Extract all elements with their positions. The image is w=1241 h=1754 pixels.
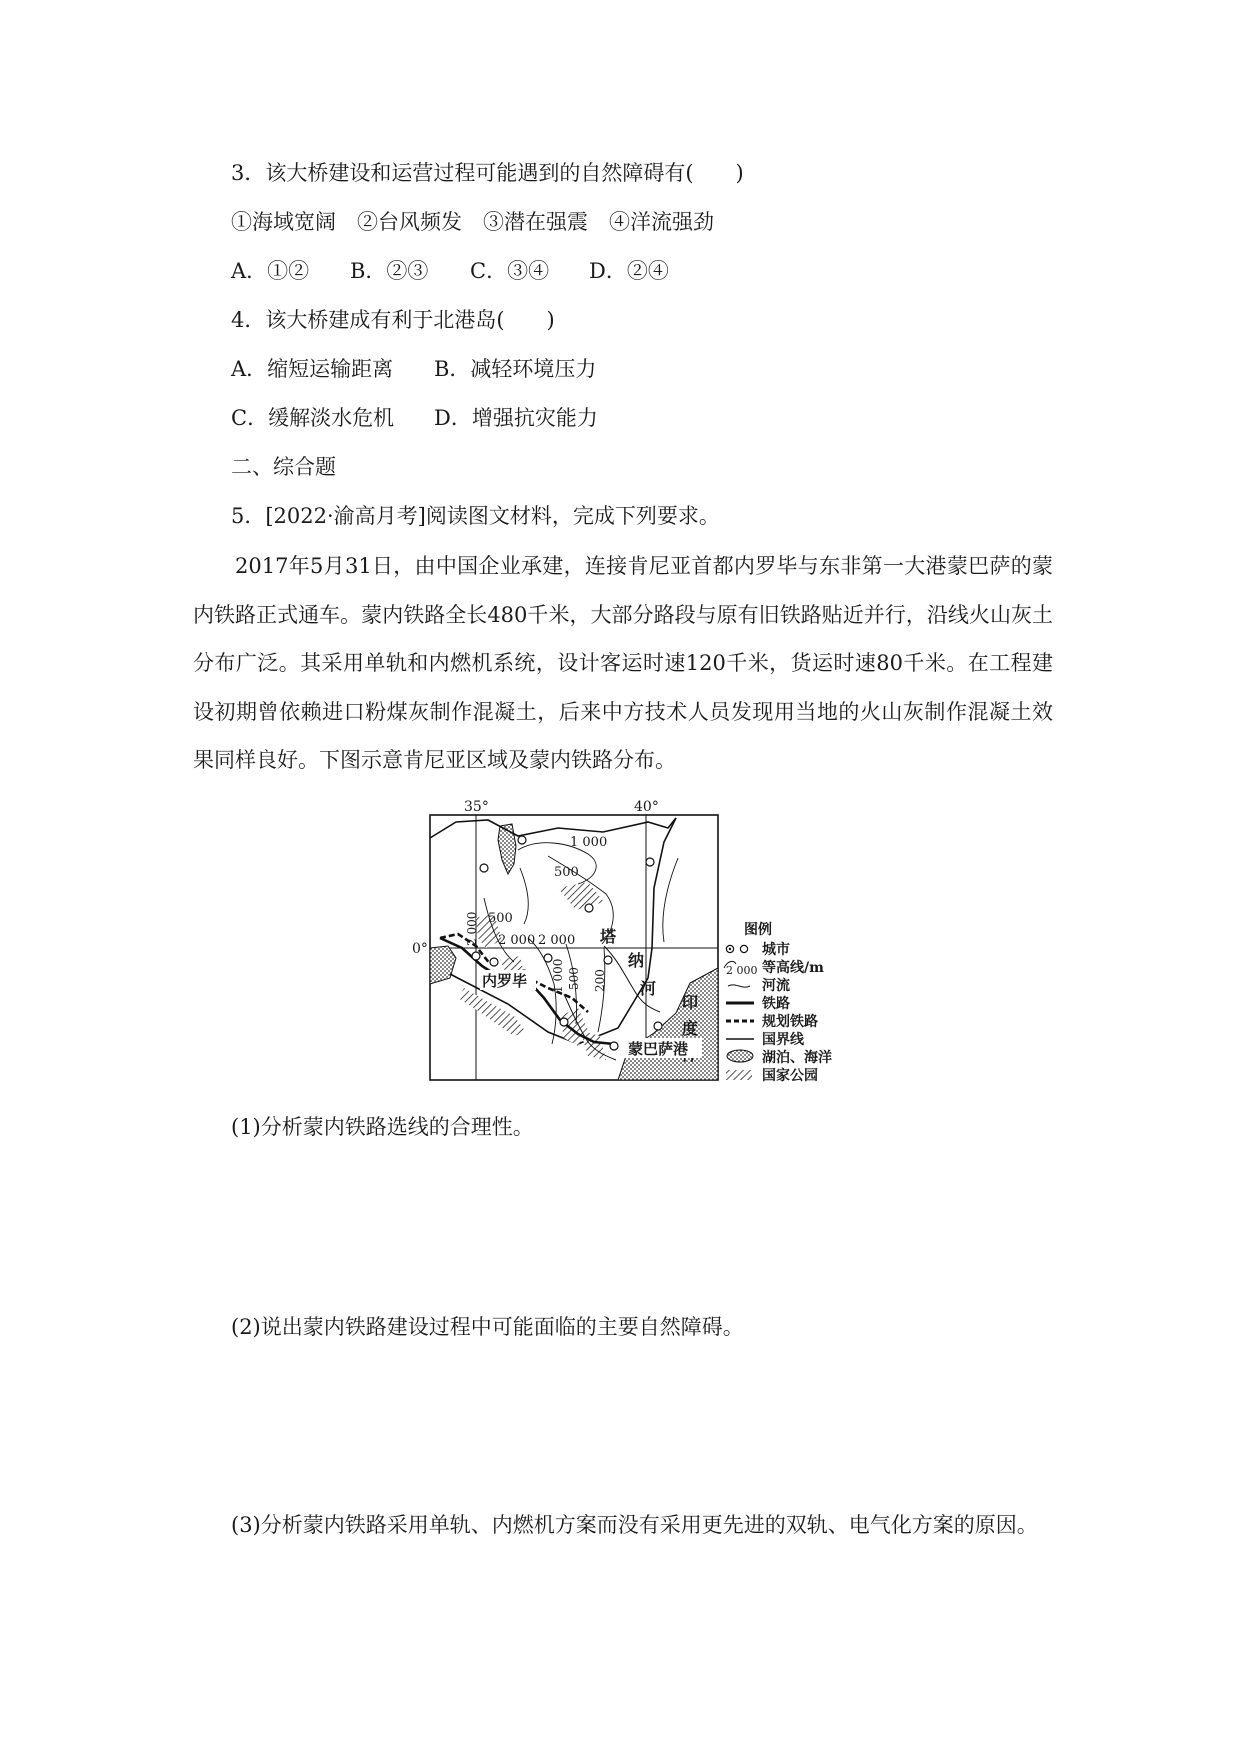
q4-option-d: D．增强抗灾能力 [434, 406, 598, 430]
contour-label: 1 000 [551, 958, 565, 993]
q3-option-a: A．①② [231, 259, 310, 283]
q5-sub2: (2)说出蒙内铁路建设过程中可能面临的主要自然障碍。 [231, 1315, 744, 1339]
contour-label: 2 000 [498, 933, 536, 948]
contour-label: 2 000 [465, 911, 479, 946]
q5-material-paragraph: 2017年5月31日，由中国企业承建，连接肯尼亚首都内罗毕与东非第一大港蒙巴萨的蒙内铁路正式通车。蒙内铁路全长480千米，大部分路段与原有旧铁路贴近并行，沿线火山灰土分布广泛。其采用单轨和内燃机系统，设计客运时速120千米，货运时速80千米。在工程建设初期曾依赖进口粉煤灰制作混凝土，后来中方技术人员发现用当地的火山灰制作混凝土效果同样良好。下图示意肯尼亚区域及蒙内铁路分布。 [193, 554, 1053, 772]
ocean-label: 度 [682, 1019, 699, 1038]
legend-park-symbol [726, 1070, 752, 1080]
q4-option-b: B．减轻环境压力 [434, 357, 597, 381]
contour-label: 1 000 [570, 835, 608, 850]
q5-sub1: (1)分析蒙内铁路选线的合理性。 [231, 1115, 534, 1139]
q3-option-c: C．③④ [470, 259, 550, 283]
lat-label-0: 0° [412, 941, 428, 957]
legend-label: 国家公园 [762, 1068, 818, 1084]
city-marker [490, 958, 498, 966]
legend-label: 河流 [762, 978, 790, 994]
q3-option-b: B．②③ [350, 259, 429, 283]
city-marker [654, 1022, 662, 1030]
q5-stem: 5．[2022·渝高月考]阅读图文材料，完成下列要求。 [231, 504, 720, 528]
legend-lake-symbol [727, 1050, 753, 1062]
city-marker [472, 952, 480, 960]
legend-river-symbol [728, 985, 750, 987]
ocean-label: 印 [682, 993, 699, 1012]
lon-label-40: 40° [634, 799, 659, 815]
q4-option-c: C．缓解淡水危机 [231, 406, 395, 430]
q3-option-d: D．②④ [589, 259, 669, 283]
contour-label: 500 [567, 967, 581, 990]
contour-label: 200 [593, 969, 607, 992]
legend-label: 规划铁路 [762, 1014, 818, 1030]
legend-title: 图例 [744, 922, 772, 938]
q4-stem: 4．该大桥建成有利于北港岛( ) [231, 308, 555, 332]
q4-option-a: A．缩短运输距离 [231, 357, 394, 381]
city-marker [646, 858, 654, 866]
legend-contour-value: 2 000 [726, 964, 758, 977]
legend-label: 国界线 [762, 1032, 804, 1048]
city-marker [604, 956, 612, 964]
river-label: 河 [640, 979, 657, 998]
river-label: 纳 [628, 951, 645, 970]
city-marker [610, 1042, 618, 1050]
lon-label-35: 35° [464, 799, 489, 815]
section-heading: 二、综合题 [231, 455, 336, 479]
city-marker [585, 904, 593, 912]
legend-label: 湖泊、海洋 [762, 1050, 832, 1066]
kenya-railway-map [412, 798, 1068, 1088]
city-marker [480, 864, 488, 872]
q3-choices: ①海域宽阔 ②台风频发 ③潜在强震 ④洋流强劲 [231, 210, 714, 234]
contour-label: 2 000 [538, 933, 576, 948]
contour-label: 500 [488, 911, 513, 926]
river-label: 塔 [600, 927, 617, 946]
q5-sub3: (3)分析蒙内铁路采用单轨、内燃机方案而没有采用更先进的双轨、电气化方案的原因。 [231, 1513, 1038, 1537]
q3-stem: 3．该大桥建设和运营过程可能遇到的自然障碍有( ) [231, 161, 744, 185]
map-legend [724, 921, 832, 1084]
city-label-nairobi: 内罗毕 [482, 972, 528, 990]
city-marker [518, 836, 526, 844]
legend-label: 铁路 [762, 996, 790, 1012]
city-marker [560, 1018, 568, 1026]
city-label-mombasa: 蒙巴萨港 [628, 1040, 689, 1058]
legend-label: 等高线/m [762, 960, 824, 976]
legend-label: 城市 [762, 942, 790, 958]
contour-label: 500 [554, 865, 579, 880]
